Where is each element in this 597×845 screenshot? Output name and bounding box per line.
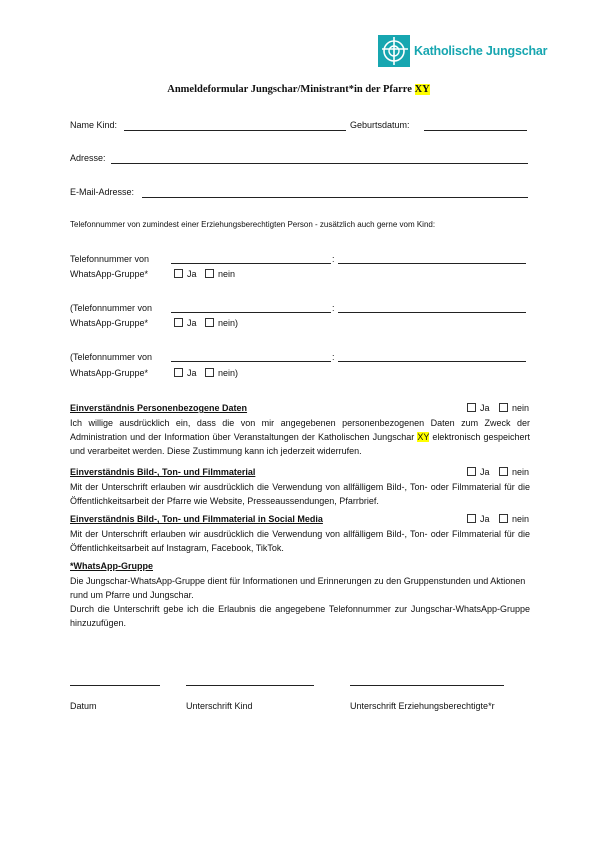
whatsapp-nein-option[interactable]: nein — [205, 269, 235, 279]
whatsapp-ja-option[interactable]: Ja — [174, 269, 197, 279]
name-kind-label: Name Kind: — [70, 120, 118, 130]
datum-signature-line[interactable] — [70, 685, 160, 686]
whatsapp-label: WhatsApp-Gruppe* — [70, 318, 149, 328]
logo-icon — [378, 35, 410, 67]
kind-signature-line[interactable] — [186, 685, 314, 686]
kind-signature-label: Unterschrift Kind — [186, 701, 253, 711]
checkbox-icon[interactable] — [205, 318, 214, 327]
checkbox-icon[interactable] — [174, 318, 183, 327]
telefon-label: Telefonnummer von — [70, 254, 150, 264]
telefon-number-field[interactable] — [338, 263, 526, 264]
consent-text: Ich willige ausdrücklich ein, dass die von mir angegebenen personenbezogenen Daten zum Zweck der Administration und der Information über Veranstaltungen der Katholischen Jungschar XY elektronisch gespeichert und verarbeitet werden. Diese Zustimmung kann ich jederzeit widerrufen. — [70, 418, 530, 456]
checkbox-icon[interactable] — [467, 514, 476, 523]
telefon-colon: : — [332, 254, 335, 264]
page-title: Anmeldeformular Jungschar/Ministrant*in der Pfarre XY — [167, 84, 430, 95]
eltern-signature-label: Unterschrift Erziehungsberechtigte*r — [350, 701, 495, 711]
logo-text: Katholische Jungschar — [414, 44, 548, 58]
email-label: E-Mail-Adresse: — [70, 187, 135, 197]
whatsapp-text: Die Jungschar-WhatsApp-Gruppe dient für Informationen und Erinnerungen zu den Gruppenstunden und Aktionen rund um Pfarre und Jungschar. — [70, 576, 526, 600]
whatsapp-ja-option[interactable]: Ja — [174, 318, 197, 328]
geburtsdatum-label: Geburtsdatum: — [350, 120, 410, 130]
telefon-number-field[interactable] — [338, 312, 526, 313]
checkbox-icon[interactable] — [205, 269, 214, 278]
email-field[interactable] — [142, 197, 528, 198]
whatsapp-permission-text: Durch die Unterschrift gebe ich die Erlaubnis die angegebene Telefonnummer zur Jungschar-WhatsApp-Gruppe hinzuzufügen. — [70, 604, 530, 628]
consent-ja-option[interactable]: Ja — [467, 467, 490, 477]
telefon-person-field[interactable] — [171, 312, 331, 313]
consent-nein-option[interactable]: nein — [499, 514, 529, 524]
telefon-colon: : — [332, 352, 335, 362]
name-kind-field[interactable] — [124, 130, 346, 131]
consent-heading: Einverständnis Bild-, Ton- und Filmmaterial — [70, 467, 256, 477]
consent-ja-option[interactable]: Ja — [467, 514, 490, 524]
geburtsdatum-field[interactable] — [424, 130, 527, 131]
telefon-label: (Telefonnummer von — [70, 303, 153, 313]
whatsapp-nein-option[interactable]: nein) — [205, 368, 238, 378]
checkbox-icon[interactable] — [174, 269, 183, 278]
adresse-field[interactable] — [111, 163, 528, 164]
consent-heading: Einverständnis Personenbezogene Daten — [70, 403, 248, 413]
consent-ja-option[interactable]: Ja — [467, 403, 490, 413]
consent-nein-option[interactable]: nein — [499, 467, 529, 477]
whatsapp-nein-option[interactable]: nein) — [205, 318, 238, 328]
whatsapp-ja-option[interactable]: Ja — [174, 368, 197, 378]
checkbox-icon[interactable] — [499, 514, 508, 523]
telefon-person-field[interactable] — [171, 263, 331, 264]
telefon-person-field[interactable] — [171, 361, 331, 362]
checkbox-icon[interactable] — [499, 467, 508, 476]
checkbox-icon[interactable] — [499, 403, 508, 412]
telefon-hint: Telefonnummer von zumindest einer Erziehungsberechtigten Person - zusätzlich auch gerne vom Kind: — [70, 220, 436, 229]
consent-text: Mit der Unterschrift erlauben wir ausdrücklich die Verwendung von allfälligem Bild-, Ton- oder Filmmaterial für die Öffentlichkeitsarbeit auf Instagram, Facebook, TikTok. — [70, 529, 530, 553]
checkbox-icon[interactable] — [174, 368, 183, 377]
whatsapp-label: WhatsApp-Gruppe* — [70, 269, 149, 279]
consent-nein-option[interactable]: nein — [499, 403, 529, 413]
whatsapp-label: WhatsApp-Gruppe* — [70, 368, 149, 378]
telefon-colon: : — [332, 303, 335, 313]
checkbox-icon[interactable] — [467, 403, 476, 412]
adresse-label: Adresse: — [70, 153, 106, 163]
consent-text: Mit der Unterschrift erlauben wir ausdrücklich die Verwendung von allfälligem Bild-, Ton- oder Filmmaterial für die Öffentlichkeitsarbeit der Pfarre wie Website, Presseaussendungen, Pfarrbrief. — [70, 482, 530, 506]
telefon-label: (Telefonnummer von — [70, 352, 153, 362]
whatsapp-heading: *WhatsApp-Gruppe — [70, 561, 153, 571]
eltern-signature-line[interactable] — [350, 685, 504, 686]
consent-heading: Einverständnis Bild-, Ton- und Filmmaterial in Social Media — [70, 514, 323, 524]
telefon-number-field[interactable] — [338, 361, 526, 362]
checkbox-icon[interactable] — [205, 368, 214, 377]
datum-label: Datum — [70, 701, 97, 711]
checkbox-icon[interactable] — [467, 467, 476, 476]
